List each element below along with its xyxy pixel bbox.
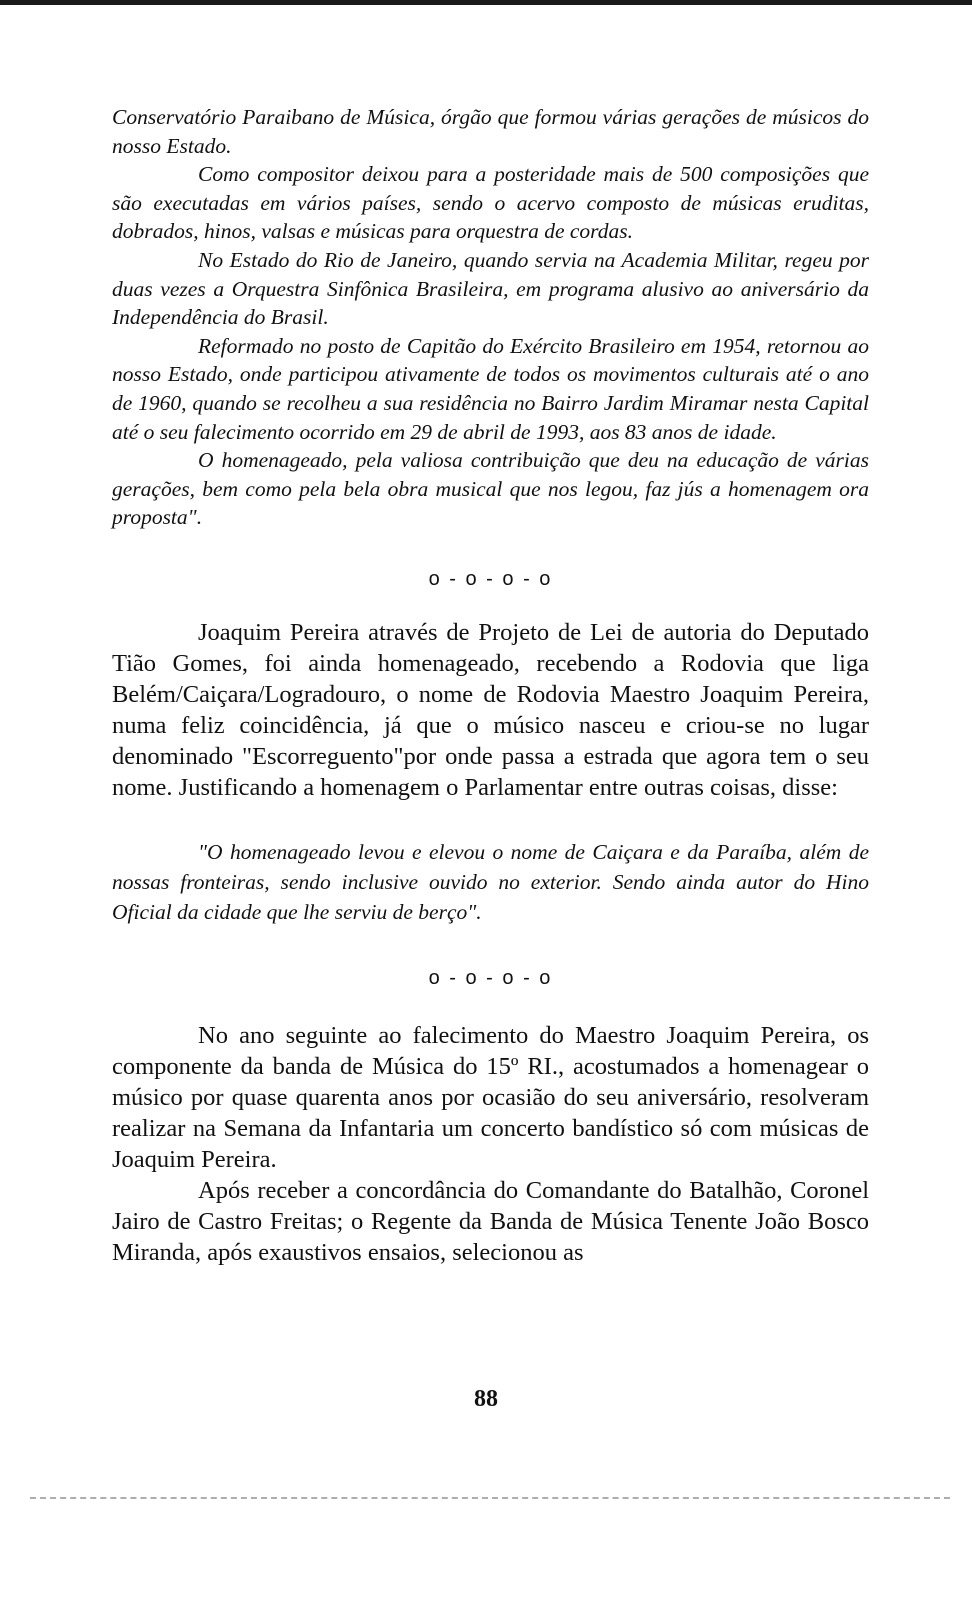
page-content [112, 103, 869, 1268]
paragraph-honoree: O homenageado, pela valiosa contribuição que deu na educação de várias gerações, bem como pela bela obra musical que nos legou, faz jús a homenagem ora proposta". [112, 448, 869, 530]
quote-section [112, 837, 869, 927]
paragraph-conservatorio: Conservatório Paraibano de Música, órgão que formou várias gerações de músicos do nosso Estado. [112, 105, 869, 158]
italic-text-section [112, 103, 869, 532]
paragraph-highway-law: Joaquim Pereira através de Projeto de Lei de autoria do Deputado Tião Gomes, foi ainda homenageado, recebendo a Rodovia que liga Belém/Caiçara/Logradouro, o nome de Rodovia Maestro Joaquim Pereira, numa feliz coincidência, já que o músico nasceu e criou-se no lugar denominado "Escorreguento"por onde passa a estrada que agora tem o seu nome. Justificando a homenagem o Parlamentar entre outras coisas, disse: [112, 618, 869, 801]
bottom-scan-artifact [30, 1497, 950, 1502]
section-separator: o - o - o - o [428, 966, 553, 989]
page-number: 88 [474, 1386, 498, 1412]
paragraph-rio-de-janeiro: No Estado do Rio de Janeiro, quando servia na Academia Militar, regeu por duas vezes a Orquestra Sinfônica Brasileira, em programa alusivo ao aniversário da Independência do Brasil. [112, 247, 869, 330]
section-separator: o - o - o - o [428, 567, 553, 590]
body-text-section [112, 617, 869, 803]
paragraph-retirement: Reformado no posto de Capitão do Exército Brasileiro em 1954, retornou ao nosso Estado, onde participou ativamente de todos os movimentos culturais até o ano de 1960, quando se recolheu a sua residência no Bairro Jardim Miramar nesta Capital até o seu falecimento ocorrido em 29 de abril de 1993, aos 83 anos de idade. [112, 333, 869, 444]
paragraph-commander: Após receber a concordância do Comandante do Batalhão, Coronel Jairo de Castro Freitas; o Regente da Banda de Música Tenente João Bosco Miranda, após exaustivos ensaios, selecionou as [112, 1176, 869, 1266]
closing-text-section [112, 1020, 869, 1268]
paragraph-concert: No ano seguinte ao falecimento do Maestro Joaquim Pereira, os componente da banda de Música do 15º RI., acostumados a homenagear o músico por quase quarenta anos por ocasião do seu aniversário, resolveram realizar na Semana da Infantaria um concerto bandístico só com músicas de Joaquim Pereira. [112, 1021, 869, 1173]
quote-paragraph: "O homenageado levou e elevou o nome de Caiçara e da Paraíba, além de nossas fronteiras, sendo inclusive ouvido no exterior. Sendo ainda autor do Hino Oficial da cidade que lhe serviu de berço". [112, 839, 869, 924]
paragraph-compositions: Como compositor deixou para a posteridade mais de 500 composições que são executadas em vários países, sendo o acervo composto de músicas eruditas, dobrados, hinos, valsas e músicas para orquestra de cordas. [112, 162, 869, 244]
top-border-rule [0, 0, 972, 5]
